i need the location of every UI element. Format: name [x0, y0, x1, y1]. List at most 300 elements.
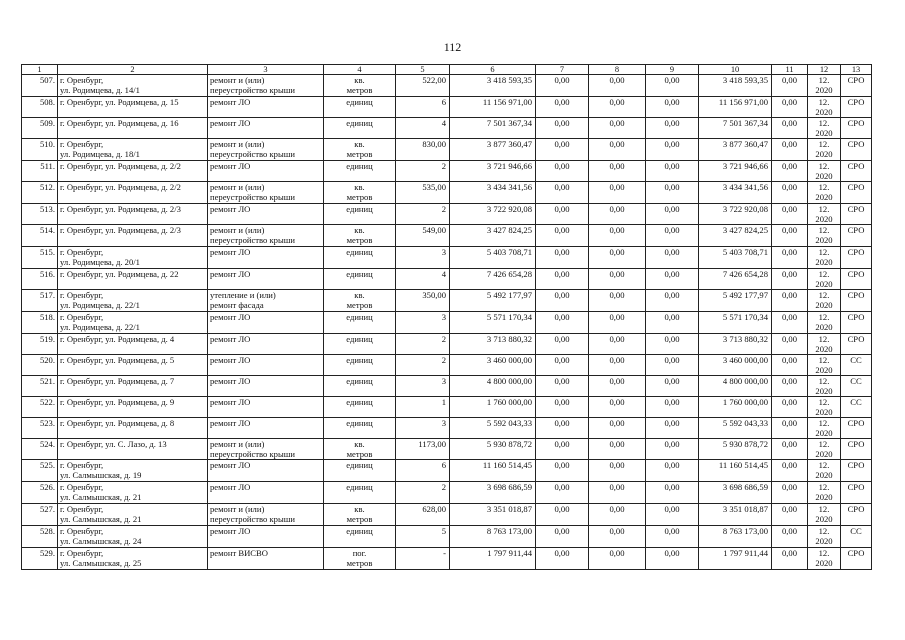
- cell-quantity: 522,00: [396, 75, 450, 97]
- cell-method: СРО: [841, 225, 872, 247]
- cell-fund-cost: 0,00: [536, 460, 589, 482]
- cell-owner-cost: 0,00: [646, 526, 699, 548]
- cell-method: СРО: [841, 290, 872, 312]
- column-header: 4: [324, 65, 396, 75]
- cell-work-type: ремонт ЛО: [208, 526, 324, 548]
- cell-row-number: 508.: [22, 97, 58, 118]
- cell-capital-fund-cost: 3 713 880,32: [699, 334, 772, 355]
- cell-unit: единиц: [324, 312, 396, 334]
- cell-completion-date: 12. 2020: [808, 247, 841, 269]
- cell-quantity: 6: [396, 97, 450, 118]
- cell-owner-cost: 0,00: [646, 225, 699, 247]
- cell-completion-date: 12. 2020: [808, 439, 841, 460]
- cell-method: СРО: [841, 75, 872, 97]
- cell-owner-cost: 0,00: [646, 439, 699, 460]
- cell-capital-fund-cost: 4 800 000,00: [699, 376, 772, 397]
- table-row: [22, 460, 872, 482]
- cell-budget-cost: 0,00: [589, 460, 646, 482]
- cell-other-cost: 0,00: [772, 397, 808, 418]
- cell-address: г. Оренбург, ул. Родимцева, д. 9: [58, 397, 208, 418]
- cell-method: СРО: [841, 439, 872, 460]
- cell-fund-cost: 0,00: [536, 418, 589, 439]
- cell-address: г. Оренбург, ул. Родимцева, д. 22: [58, 269, 208, 290]
- cell-owner-cost: 0,00: [646, 418, 699, 439]
- cell-fund-cost: 0,00: [536, 397, 589, 418]
- table-row: [22, 204, 872, 225]
- cell-unit: единиц: [324, 418, 396, 439]
- cell-unit: единиц: [324, 247, 396, 269]
- cell-address: г. Оренбург, ул. Родимцева, д. 2/2: [58, 182, 208, 204]
- table-row: [22, 75, 872, 97]
- cell-method: СРО: [841, 118, 872, 139]
- cell-budget-cost: 0,00: [589, 418, 646, 439]
- cell-fund-cost: 0,00: [536, 439, 589, 460]
- cell-budget-cost: 0,00: [589, 376, 646, 397]
- cell-completion-date: 12. 2020: [808, 225, 841, 247]
- cell-quantity: 549,00: [396, 225, 450, 247]
- cell-other-cost: 0,00: [772, 312, 808, 334]
- cell-method: СРО: [841, 204, 872, 225]
- cell-row-number: 520.: [22, 355, 58, 376]
- cell-budget-cost: 0,00: [589, 397, 646, 418]
- cell-quantity: 535,00: [396, 182, 450, 204]
- cell-unit: единиц: [324, 355, 396, 376]
- cell-row-number: 521.: [22, 376, 58, 397]
- cell-work-type: ремонт и (или) переустройство крыши: [208, 439, 324, 460]
- cell-budget-cost: 0,00: [589, 504, 646, 526]
- cell-total-cost: 3 721 946,66: [450, 161, 536, 182]
- cell-other-cost: 0,00: [772, 504, 808, 526]
- cell-capital-fund-cost: 3 427 824,25: [699, 225, 772, 247]
- cell-owner-cost: 0,00: [646, 312, 699, 334]
- cell-work-type: ремонт ЛО: [208, 269, 324, 290]
- cell-capital-fund-cost: 8 763 173,00: [699, 526, 772, 548]
- table-row: [22, 376, 872, 397]
- cell-owner-cost: 0,00: [646, 334, 699, 355]
- cell-unit: кв. метров: [324, 75, 396, 97]
- cell-quantity: 2: [396, 482, 450, 504]
- cell-work-type: ремонт ЛО: [208, 376, 324, 397]
- cell-fund-cost: 0,00: [536, 482, 589, 504]
- cell-address: г. Оренбург, ул. Родимцева, д. 18/1: [58, 139, 208, 161]
- cell-row-number: 516.: [22, 269, 58, 290]
- table-row: [22, 526, 872, 548]
- cell-capital-fund-cost: 1 760 000,00: [699, 397, 772, 418]
- column-header: 13: [841, 65, 872, 75]
- cell-fund-cost: 0,00: [536, 247, 589, 269]
- cell-method: СРО: [841, 460, 872, 482]
- cell-address: г. Оренбург, ул. Салмышская, д. 24: [58, 526, 208, 548]
- cell-budget-cost: 0,00: [589, 225, 646, 247]
- table-row: [22, 397, 872, 418]
- cell-method: СРО: [841, 161, 872, 182]
- table-row: [22, 161, 872, 182]
- column-header: 10: [699, 65, 772, 75]
- cell-work-type: ремонт ЛО: [208, 397, 324, 418]
- cell-fund-cost: 0,00: [536, 290, 589, 312]
- cell-row-number: 513.: [22, 204, 58, 225]
- cell-other-cost: 0,00: [772, 526, 808, 548]
- cell-quantity: 350,00: [396, 290, 450, 312]
- cell-row-number: 507.: [22, 75, 58, 97]
- cell-other-cost: 0,00: [772, 290, 808, 312]
- cell-quantity: 1: [396, 397, 450, 418]
- cell-fund-cost: 0,00: [536, 376, 589, 397]
- cell-capital-fund-cost: 5 930 878,72: [699, 439, 772, 460]
- cell-unit: единиц: [324, 204, 396, 225]
- cell-other-cost: 0,00: [772, 482, 808, 504]
- cell-completion-date: 12. 2020: [808, 376, 841, 397]
- cell-other-cost: 0,00: [772, 225, 808, 247]
- cell-capital-fund-cost: 5 571 170,34: [699, 312, 772, 334]
- cell-method: СРО: [841, 548, 872, 570]
- cell-total-cost: 7 501 367,34: [450, 118, 536, 139]
- cell-owner-cost: 0,00: [646, 182, 699, 204]
- column-header: 6: [450, 65, 536, 75]
- cell-budget-cost: 0,00: [589, 334, 646, 355]
- table-row: [22, 334, 872, 355]
- cell-completion-date: 12. 2020: [808, 161, 841, 182]
- cell-fund-cost: 0,00: [536, 204, 589, 225]
- cell-total-cost: 3 460 000,00: [450, 355, 536, 376]
- cell-work-type: ремонт и (или) переустройство крыши: [208, 139, 324, 161]
- cell-unit: единиц: [324, 460, 396, 482]
- cell-completion-date: 12. 2020: [808, 355, 841, 376]
- cell-total-cost: 3 722 920,08: [450, 204, 536, 225]
- table-row: [22, 482, 872, 504]
- cell-unit: единиц: [324, 269, 396, 290]
- cell-budget-cost: 0,00: [589, 355, 646, 376]
- cell-capital-fund-cost: 11 160 514,45: [699, 460, 772, 482]
- cell-address: г. Оренбург, ул. С. Лазо, д. 13: [58, 439, 208, 460]
- cell-total-cost: 5 592 043,33: [450, 418, 536, 439]
- cell-quantity: 2: [396, 334, 450, 355]
- cell-address: г. Оренбург, ул. Салмышская, д. 19: [58, 460, 208, 482]
- cell-other-cost: 0,00: [772, 247, 808, 269]
- table-row: [22, 290, 872, 312]
- cell-method: СРО: [841, 504, 872, 526]
- cell-quantity: -: [396, 548, 450, 570]
- cell-owner-cost: 0,00: [646, 269, 699, 290]
- cell-address: г. Оренбург, ул. Родимцева, д. 2/2: [58, 161, 208, 182]
- cell-unit: кв. метров: [324, 139, 396, 161]
- cell-quantity: 3: [396, 376, 450, 397]
- cell-fund-cost: 0,00: [536, 139, 589, 161]
- cell-owner-cost: 0,00: [646, 504, 699, 526]
- cell-row-number: 523.: [22, 418, 58, 439]
- table-row: [22, 312, 872, 334]
- cell-quantity: 4: [396, 118, 450, 139]
- cell-completion-date: 12. 2020: [808, 290, 841, 312]
- table-row: [22, 504, 872, 526]
- cell-total-cost: 5 403 708,71: [450, 247, 536, 269]
- cell-row-number: 529.: [22, 548, 58, 570]
- table-row: [22, 269, 872, 290]
- column-header: 11: [772, 65, 808, 75]
- cell-method: СРО: [841, 418, 872, 439]
- cell-method: СРО: [841, 97, 872, 118]
- cell-address: г. Оренбург, ул. Родимцева, д. 4: [58, 334, 208, 355]
- cell-work-type: ремонт ЛО: [208, 355, 324, 376]
- cell-capital-fund-cost: 11 156 971,00: [699, 97, 772, 118]
- cell-total-cost: 5 492 177,97: [450, 290, 536, 312]
- cell-completion-date: 12. 2020: [808, 526, 841, 548]
- cell-fund-cost: 0,00: [536, 225, 589, 247]
- cell-method: СРО: [841, 312, 872, 334]
- cell-quantity: 628,00: [396, 504, 450, 526]
- cell-quantity: 2: [396, 161, 450, 182]
- cell-total-cost: 3 434 341,56: [450, 182, 536, 204]
- column-header: 3: [208, 65, 324, 75]
- cell-budget-cost: 0,00: [589, 161, 646, 182]
- cell-completion-date: 12. 2020: [808, 269, 841, 290]
- table-row: [22, 225, 872, 247]
- cell-unit: единиц: [324, 482, 396, 504]
- table-row: [22, 118, 872, 139]
- cell-total-cost: 5 930 878,72: [450, 439, 536, 460]
- cell-address: г. Оренбург, ул. Салмышская, д. 21: [58, 504, 208, 526]
- cell-address: г. Оренбург, ул. Родимцева, д. 5: [58, 355, 208, 376]
- cell-capital-fund-cost: 3 722 920,08: [699, 204, 772, 225]
- cell-fund-cost: 0,00: [536, 75, 589, 97]
- cell-work-type: ремонт ЛО: [208, 418, 324, 439]
- cell-unit: пог. метров: [324, 548, 396, 570]
- cell-unit: кв. метров: [324, 182, 396, 204]
- cell-owner-cost: 0,00: [646, 139, 699, 161]
- cell-unit: единиц: [324, 376, 396, 397]
- cell-fund-cost: 0,00: [536, 161, 589, 182]
- cell-budget-cost: 0,00: [589, 139, 646, 161]
- cell-owner-cost: 0,00: [646, 118, 699, 139]
- cell-owner-cost: 0,00: [646, 204, 699, 225]
- table-row: [22, 439, 872, 460]
- cell-completion-date: 12. 2020: [808, 182, 841, 204]
- cell-work-type: ремонт ЛО: [208, 161, 324, 182]
- cell-budget-cost: 0,00: [589, 526, 646, 548]
- cell-completion-date: 12. 2020: [808, 504, 841, 526]
- cell-capital-fund-cost: 3 877 360,47: [699, 139, 772, 161]
- cell-total-cost: 5 571 170,34: [450, 312, 536, 334]
- cell-capital-fund-cost: 7 501 367,34: [699, 118, 772, 139]
- repair-register-table: [21, 64, 872, 570]
- table-row: [22, 182, 872, 204]
- cell-work-type: ремонт и (или) переустройство крыши: [208, 225, 324, 247]
- cell-owner-cost: 0,00: [646, 161, 699, 182]
- cell-work-type: ремонт ЛО: [208, 118, 324, 139]
- column-header: 5: [396, 65, 450, 75]
- cell-quantity: 2: [396, 204, 450, 225]
- table-row: [22, 355, 872, 376]
- cell-quantity: 1173,00: [396, 439, 450, 460]
- cell-address: г. Оренбург, ул. Салмышская, д. 25: [58, 548, 208, 570]
- cell-other-cost: 0,00: [772, 75, 808, 97]
- cell-capital-fund-cost: 3 460 000,00: [699, 355, 772, 376]
- cell-other-cost: 0,00: [772, 439, 808, 460]
- cell-budget-cost: 0,00: [589, 269, 646, 290]
- cell-quantity: 3: [396, 312, 450, 334]
- cell-work-type: ремонт ЛО: [208, 247, 324, 269]
- table-row: [22, 548, 872, 570]
- cell-completion-date: 12. 2020: [808, 334, 841, 355]
- cell-capital-fund-cost: 3 434 341,56: [699, 182, 772, 204]
- cell-completion-date: 12. 2020: [808, 75, 841, 97]
- cell-quantity: 6: [396, 460, 450, 482]
- cell-fund-cost: 0,00: [536, 334, 589, 355]
- cell-budget-cost: 0,00: [589, 482, 646, 504]
- table-row: [22, 247, 872, 269]
- cell-capital-fund-cost: 5 492 177,97: [699, 290, 772, 312]
- cell-budget-cost: 0,00: [589, 97, 646, 118]
- cell-row-number: 524.: [22, 439, 58, 460]
- page-number: 112: [443, 40, 462, 54]
- cell-row-number: 514.: [22, 225, 58, 247]
- cell-other-cost: 0,00: [772, 418, 808, 439]
- cell-work-type: ремонт ВИСВО: [208, 548, 324, 570]
- cell-method: СС: [841, 526, 872, 548]
- cell-completion-date: 12. 2020: [808, 548, 841, 570]
- cell-completion-date: 12. 2020: [808, 397, 841, 418]
- column-number-row: [22, 65, 872, 75]
- cell-other-cost: 0,00: [772, 355, 808, 376]
- cell-quantity: 830,00: [396, 139, 450, 161]
- cell-unit: единиц: [324, 161, 396, 182]
- cell-completion-date: 12. 2020: [808, 460, 841, 482]
- cell-row-number: 510.: [22, 139, 58, 161]
- cell-capital-fund-cost: 3 351 018,87: [699, 504, 772, 526]
- cell-owner-cost: 0,00: [646, 376, 699, 397]
- cell-unit: единиц: [324, 397, 396, 418]
- cell-quantity: 5: [396, 526, 450, 548]
- cell-other-cost: 0,00: [772, 548, 808, 570]
- cell-capital-fund-cost: 5 592 043,33: [699, 418, 772, 439]
- cell-row-number: 522.: [22, 397, 58, 418]
- column-header: 8: [589, 65, 646, 75]
- column-header: 1: [22, 65, 58, 75]
- cell-address: г. Оренбург, ул. Родимцева, д. 14/1: [58, 75, 208, 97]
- cell-completion-date: 12. 2020: [808, 97, 841, 118]
- cell-owner-cost: 0,00: [646, 97, 699, 118]
- cell-other-cost: 0,00: [772, 118, 808, 139]
- cell-total-cost: 11 156 971,00: [450, 97, 536, 118]
- cell-address: г. Оренбург, ул. Родимцева, д. 8: [58, 418, 208, 439]
- cell-capital-fund-cost: 3 698 686,59: [699, 482, 772, 504]
- cell-method: СС: [841, 397, 872, 418]
- cell-method: СРО: [841, 482, 872, 504]
- cell-address: г. Оренбург, ул. Родимцева, д. 22/1: [58, 290, 208, 312]
- cell-work-type: ремонт ЛО: [208, 312, 324, 334]
- cell-quantity: 3: [396, 247, 450, 269]
- cell-method: СРО: [841, 269, 872, 290]
- cell-row-number: 517.: [22, 290, 58, 312]
- cell-total-cost: 1 797 911,44: [450, 548, 536, 570]
- cell-total-cost: 3 713 880,32: [450, 334, 536, 355]
- cell-work-type: ремонт ЛО: [208, 482, 324, 504]
- cell-address: г. Оренбург, ул. Родимцева, д. 16: [58, 118, 208, 139]
- cell-address: г. Оренбург, ул. Родимцева, д. 15: [58, 97, 208, 118]
- cell-unit: кв. метров: [324, 439, 396, 460]
- column-header: 7: [536, 65, 589, 75]
- column-header: 12: [808, 65, 841, 75]
- cell-total-cost: 3 698 686,59: [450, 482, 536, 504]
- cell-budget-cost: 0,00: [589, 75, 646, 97]
- cell-completion-date: 12. 2020: [808, 418, 841, 439]
- cell-fund-cost: 0,00: [536, 548, 589, 570]
- cell-total-cost: 11 160 514,45: [450, 460, 536, 482]
- cell-total-cost: 3 351 018,87: [450, 504, 536, 526]
- cell-row-number: 509.: [22, 118, 58, 139]
- cell-other-cost: 0,00: [772, 182, 808, 204]
- column-header: 2: [58, 65, 208, 75]
- table-row: [22, 418, 872, 439]
- cell-owner-cost: 0,00: [646, 355, 699, 376]
- cell-budget-cost: 0,00: [589, 548, 646, 570]
- cell-owner-cost: 0,00: [646, 460, 699, 482]
- cell-address: г. Оренбург, ул. Родимцева, д. 22/1: [58, 312, 208, 334]
- cell-budget-cost: 0,00: [589, 204, 646, 225]
- cell-work-type: ремонт и (или) переустройство крыши: [208, 504, 324, 526]
- cell-quantity: 3: [396, 418, 450, 439]
- cell-fund-cost: 0,00: [536, 97, 589, 118]
- cell-budget-cost: 0,00: [589, 118, 646, 139]
- cell-completion-date: 12. 2020: [808, 118, 841, 139]
- cell-unit: кв. метров: [324, 225, 396, 247]
- cell-work-type: ремонт ЛО: [208, 334, 324, 355]
- cell-work-type: ремонт и (или) переустройство крыши: [208, 182, 324, 204]
- table-row: [22, 97, 872, 118]
- cell-owner-cost: 0,00: [646, 247, 699, 269]
- cell-fund-cost: 0,00: [536, 269, 589, 290]
- cell-work-type: утепление и (или) ремонт фасада: [208, 290, 324, 312]
- cell-completion-date: 12. 2020: [808, 482, 841, 504]
- cell-method: СРО: [841, 139, 872, 161]
- cell-row-number: 525.: [22, 460, 58, 482]
- cell-unit: единиц: [324, 118, 396, 139]
- cell-total-cost: 3 877 360,47: [450, 139, 536, 161]
- cell-address: г. Оренбург, ул. Родимцева, д. 2/3: [58, 204, 208, 225]
- cell-row-number: 526.: [22, 482, 58, 504]
- cell-other-cost: 0,00: [772, 204, 808, 225]
- cell-address: г. Оренбург, ул. Родимцева, д. 2/3: [58, 225, 208, 247]
- cell-row-number: 518.: [22, 312, 58, 334]
- cell-completion-date: 12. 2020: [808, 139, 841, 161]
- cell-completion-date: 12. 2020: [808, 204, 841, 225]
- cell-total-cost: 1 760 000,00: [450, 397, 536, 418]
- cell-total-cost: 3 418 593,35: [450, 75, 536, 97]
- cell-other-cost: 0,00: [772, 97, 808, 118]
- cell-owner-cost: 0,00: [646, 397, 699, 418]
- cell-fund-cost: 0,00: [536, 182, 589, 204]
- cell-work-type: ремонт ЛО: [208, 204, 324, 225]
- cell-owner-cost: 0,00: [646, 290, 699, 312]
- cell-owner-cost: 0,00: [646, 548, 699, 570]
- cell-quantity: 2: [396, 355, 450, 376]
- table-row: [22, 139, 872, 161]
- cell-budget-cost: 0,00: [589, 247, 646, 269]
- cell-unit: единиц: [324, 97, 396, 118]
- cell-total-cost: 8 763 173,00: [450, 526, 536, 548]
- cell-other-cost: 0,00: [772, 460, 808, 482]
- cell-fund-cost: 0,00: [536, 355, 589, 376]
- cell-other-cost: 0,00: [772, 139, 808, 161]
- cell-capital-fund-cost: 3 418 593,35: [699, 75, 772, 97]
- cell-capital-fund-cost: 1 797 911,44: [699, 548, 772, 570]
- cell-total-cost: 4 800 000,00: [450, 376, 536, 397]
- cell-fund-cost: 0,00: [536, 526, 589, 548]
- cell-other-cost: 0,00: [772, 376, 808, 397]
- cell-unit: кв. метров: [324, 290, 396, 312]
- column-header: 9: [646, 65, 699, 75]
- cell-quantity: 4: [396, 269, 450, 290]
